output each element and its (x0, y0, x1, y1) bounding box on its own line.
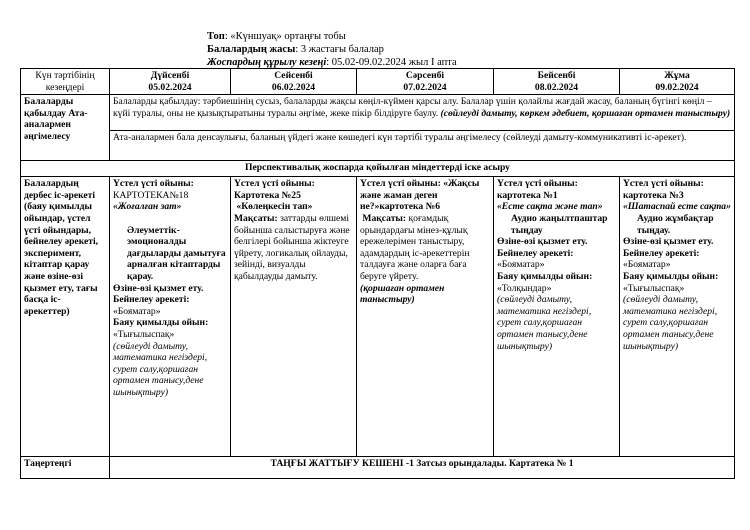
monday-activity: Үстел үсті ойыны: КАРТОТЕКА№18 «Жоғалған зат» Әлеуметтік-эмоционалды дағдыларды дамытуға арналған кітаптарды қарау. Өзіне-өзі қызмет ету. Бейнелеу әрекеті: «Бояматар» Баяу қимылды ойын: «Тығылыспақ» (сөйлеуді дамыту, математика негіздері, сурет салу,қоршаған ортамен танысу,дене шынықтыру) (110, 177, 231, 457)
perspective-row (21, 161, 735, 177)
period-line: Жоспардың құрылу кезеңі: 05.02-09.02.2024 жыл I апта (207, 57, 457, 68)
reception-label: Балаларды қабылдау Ата-аналармен әңгімелесу (21, 95, 110, 161)
group-line: Топ: «Күншуақ» ортаңғы тобы (207, 31, 346, 42)
document-header (207, 30, 457, 69)
day-friday: Жұма 09.02.2024 (620, 69, 735, 95)
thursday-activity: Үстел үсті ойыны: картотека №1 «Есте сақта және тап» Аудио жаңылтпаштар тыңдау Өзіне-өзі қызмет ету. Бейнелеу әрекеті: «Бояматар» Баяу қимылды ойын: «Толқындар» (сөйлеуді дамыту, математика негіздері, сурет салу,қоршаған ортамен танысу,дене шынықтыру) (494, 177, 620, 457)
reception-row-1 (21, 95, 735, 131)
perspective-title: Перспективалық жоспарда қойылған міндеттерді іске асыру (21, 161, 735, 177)
age-line: Балалардың жасы: 3 жастағы балалар (207, 44, 384, 55)
reception-text: Балаларды қабылдау: тәрбиешінің сусыз, балаларды жақсы көңіл-күймен қарсы алу. Балалар үшін қолайлы жағдай жасау, баланың бүгінгі көңіл – күйі туралы, оны не қызықтыратыны туралы әңгіме, жеке пікір білдіруге баулу. (сөйлеуді дамыту, көркем әдебиет, қоршаған ортамен таныстыру) (110, 95, 735, 131)
independent-activity-row (21, 177, 735, 457)
tuesday-activity: Үстел үсті ойыны: Картотека №25 «Көлеңкесін тап» Мақсаты: заттарды өлшемі бойынша салыстыруға және белгілері бойынша жіктеуге үйрету, логикалық ойлауды, зейінді, визуалды қабылдауды дамыту. (231, 177, 357, 457)
morning-row (21, 457, 735, 479)
day-thursday: Бейсенбі 08.02.2024 (494, 69, 620, 95)
friday-activity: Үстел үсті ойыны: картотека №3 «Шатаспай есте сақта» Аудио жұмбақтар тыңдау. Өзіне-өзі қызмет ету. Бейнелеу әрекеті: «Бояматар» Баяу қимылды ойын: «Тығылыспақ» (сөйлеуді дамыту, математика негіздері, сурет салу,қоршаған ортамен танысу,дене шынықтыру) (620, 177, 735, 457)
morning-exercise-text: ТАҢҒЫ ЖАТТЫҒУ КЕШЕНІ -1 Затсыз орындалады. Картатека № 1 (110, 457, 735, 479)
day-wednesday: Сәрсенбі 07.02.2024 (357, 69, 494, 95)
parents-talk-text: Ата-аналармен бала денсаулығы, баланың үйдегі және көшедегі күн тәртібі туралы әңгімелесу (сөйлеуді дамыту-коммуникативті іс-әрекет). (110, 131, 735, 161)
morning-label: Таңертеңгі (21, 457, 110, 479)
plan-table (20, 68, 735, 479)
wednesday-activity: Үстел үсті ойыны: «Жақсы және жаман деген не?»картотека №6 Мақсаты: қоғамдық орындардағы мінез-құлық ережелерімен таныстыру, адамдардың іс-әрекеттерін талдауға және оларға баға беруге үйрету. (қоршаған ортамен таныстыру) (357, 177, 494, 457)
day-monday: Дүйсенбі 05.02.2024 (110, 69, 231, 95)
corner-cell: Күн тәртібінің кезеңдері (21, 69, 110, 95)
days-header-row (21, 69, 735, 95)
reception-row-2 (21, 131, 735, 161)
independent-label: Балалардың дербес іс-әрекеті (баяу қимылды ойындар, үстел үсті ойындары, бейнелеу әрекеті, эксперимент, кітаптар қарау және өзіне-өзі қызмет ету, тағы басқа іс-әрекеттер) (21, 177, 110, 457)
day-tuesday: Сейсенбі 06.02.2024 (231, 69, 357, 95)
